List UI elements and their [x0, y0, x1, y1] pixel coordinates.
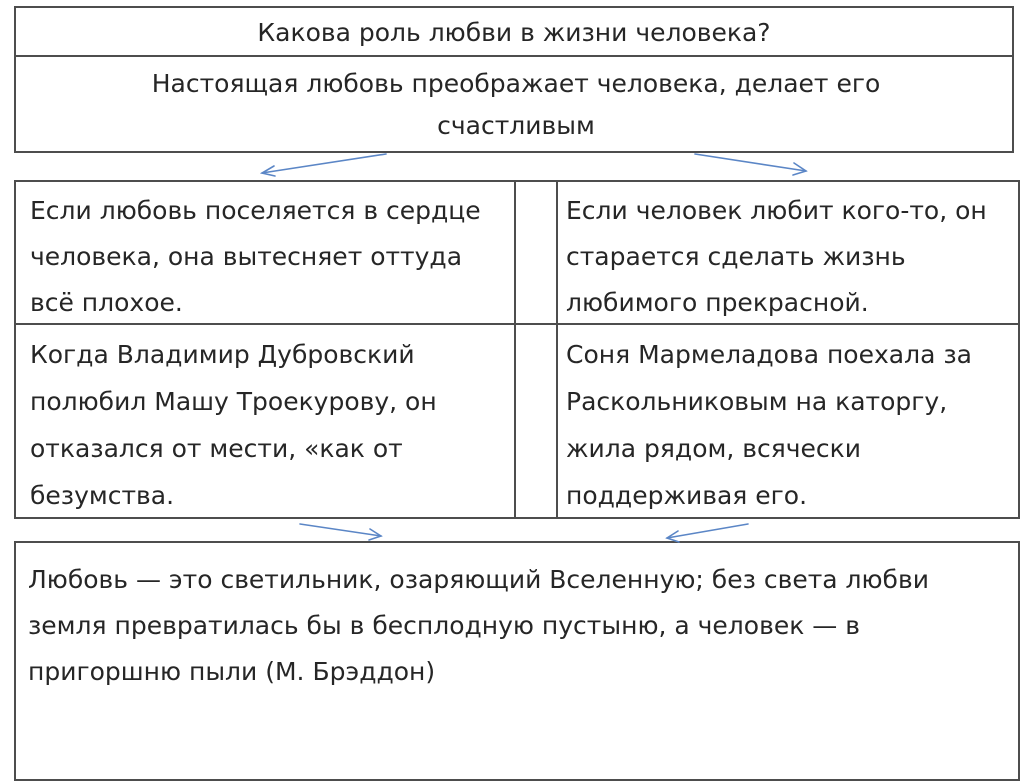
question-text: Какова роль любви в жизни человека? — [257, 18, 771, 47]
arrow-to-conclusion-right — [667, 524, 748, 542]
example-right: Соня Мармеладова поехала за Раскольниковым на каторгу, жила рядом, всячески поддерживая его. — [566, 340, 972, 510]
arrow-to-argument-left — [262, 154, 386, 176]
thesis-text: Настоящая любовь преображает человека, делает его счастливым — [151, 69, 881, 140]
arrow-to-argument-right — [695, 154, 806, 175]
arrow-to-conclusion-left — [300, 524, 381, 540]
conclusion-text: Любовь — это светильник, озаряющий Вселенную; без света любви земля превратилась бы в бесплодную пустыню, а человек — в пригоршню пыли (М. Брэддон) — [28, 565, 929, 686]
example-left: Когда Владимир Дубровский полюбил Машу Троекурову, он отказался от мести, «как от безумства. — [30, 340, 437, 510]
argument-right: Если человек любит кого-то, он старается сделать жизнь любимого прекрасной. — [566, 196, 987, 317]
argument-left: Если любовь поселяется в сердце человека, она вытесняет оттуда всё плохое. — [30, 196, 481, 317]
